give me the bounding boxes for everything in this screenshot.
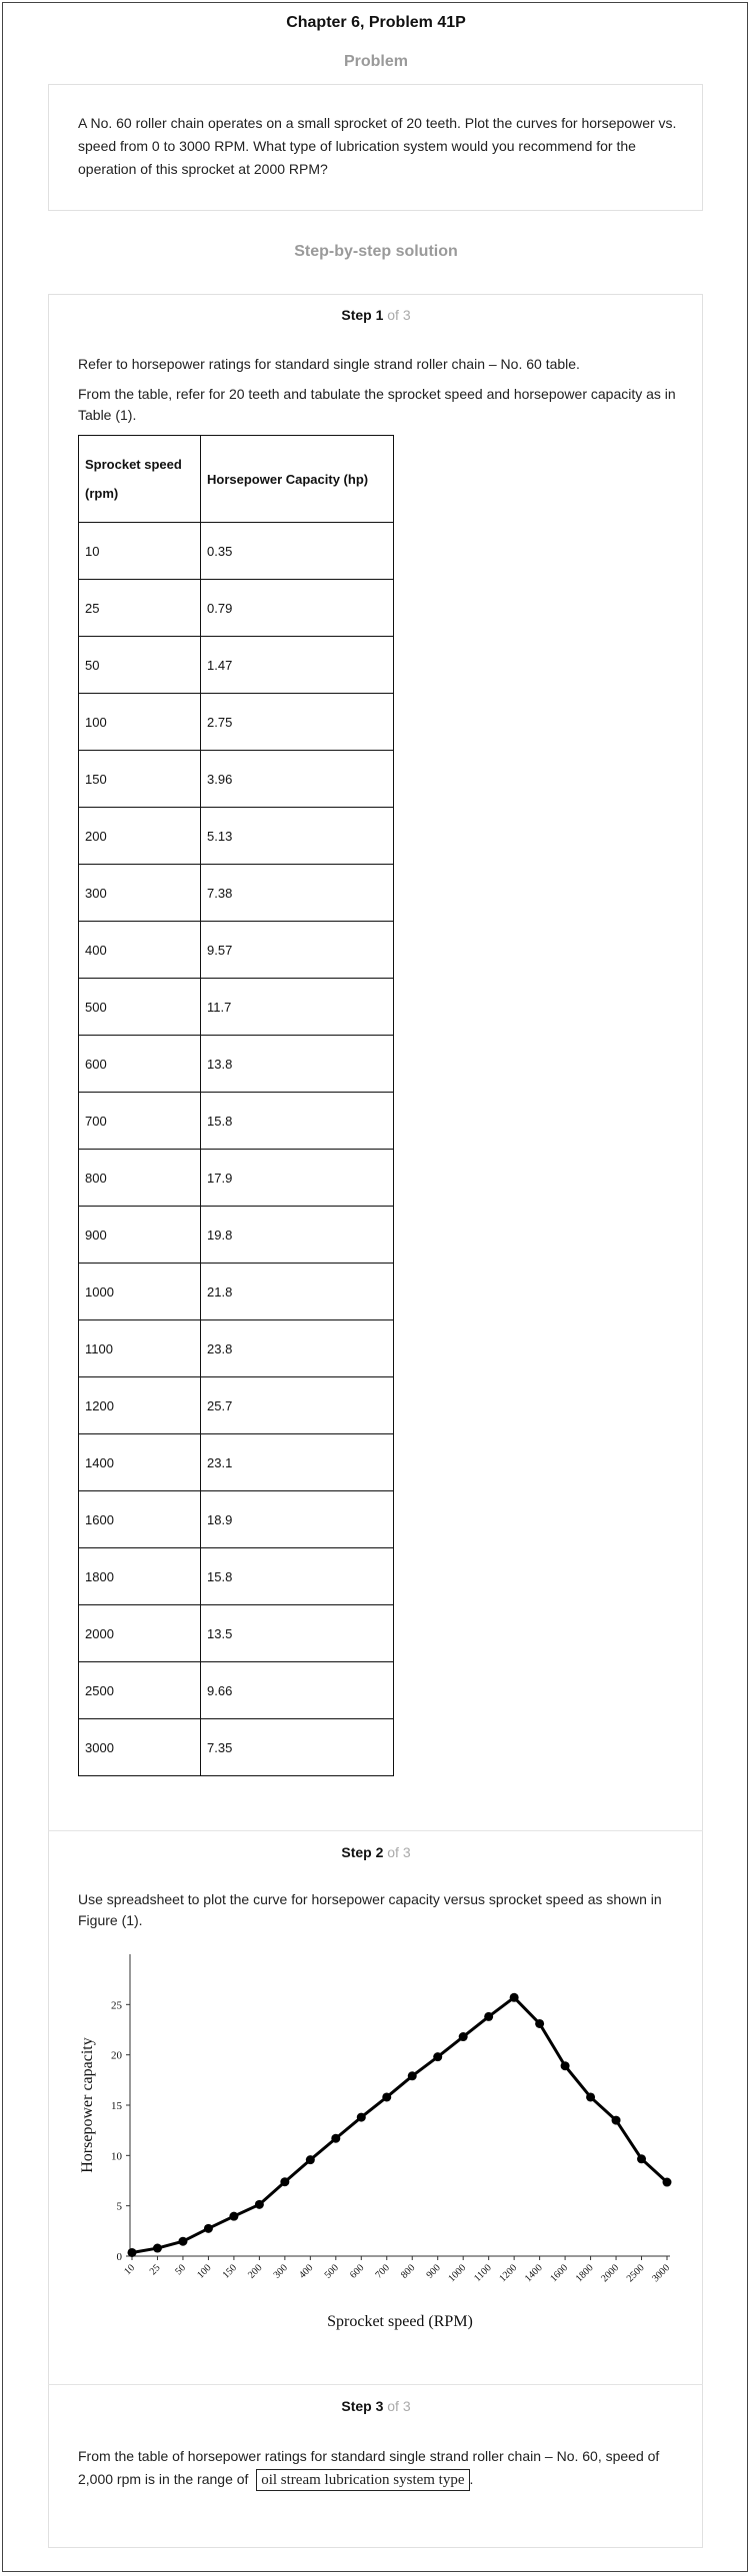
x-tick-label: 2500	[624, 2262, 647, 2285]
speed-cell: 1000	[79, 1264, 201, 1320]
step1-label: Step 1 of 3	[341, 307, 411, 323]
speed-cell: 500	[79, 979, 201, 1036]
table-header-row	[79, 436, 394, 523]
problem-text: A No. 60 roller chain operates on a small sprocket of 20 teeth. Plot the curves for horsepower vs. speed from 0 to 3000 RPM. What type of lubrication system would you recommend for the operation of this sprocket at 2000 RPM?	[78, 115, 677, 177]
speed-cell: 25	[79, 580, 201, 637]
hp-cell: 9.57	[201, 922, 394, 979]
speed-cell: 150	[79, 751, 201, 808]
chart-axes	[130, 1954, 670, 2256]
speed-cell: 900	[79, 1207, 201, 1264]
step3-text-end: .	[469, 2471, 474, 2487]
x-tick-label: 200	[246, 2262, 265, 2281]
table-header-hp: Horsepower Capacity (hp)	[201, 436, 394, 523]
data-point	[280, 2177, 289, 2186]
x-tick-label: 300	[271, 2262, 290, 2281]
table-header-speed: Sprocket speed (rpm)	[79, 436, 201, 523]
x-tick-label: 50	[173, 2262, 189, 2278]
page-title: Chapter 6, Problem 41P	[286, 14, 466, 31]
speed-cell: 300	[79, 865, 201, 922]
hp-cell: 7.35	[201, 1719, 394, 1776]
x-axis-ticks	[122, 2256, 672, 2284]
x-tick-label: 500	[322, 2262, 341, 2281]
hp-cell: 0.79	[201, 580, 394, 637]
table-row	[79, 1434, 394, 1491]
speed-cell: 2000	[79, 1605, 201, 1662]
table-row	[79, 808, 394, 865]
x-axis-label: Sprocket speed (RPM)	[327, 2313, 473, 2330]
speed-cell: 400	[79, 922, 201, 979]
table-row	[79, 1093, 394, 1150]
data-point	[306, 2155, 315, 2164]
speed-cell: 1200	[79, 1377, 201, 1434]
data-point	[459, 2032, 468, 2041]
data-point	[663, 2178, 672, 2187]
hp-cell: 13.5	[201, 1605, 394, 1662]
table-row	[79, 1719, 394, 1776]
problem-heading: Problem	[343, 53, 408, 70]
table-row	[79, 751, 394, 808]
table-body	[79, 523, 394, 1776]
step2-label: Step 2 of 3	[341, 1844, 411, 1860]
speed-cell: 100	[79, 694, 201, 751]
x-tick-label: 1800	[573, 2262, 596, 2285]
hp-cell: 7.38	[201, 865, 394, 922]
step1-paragraph-2: From the table, refer for 20 teeth and tabulate the sprocket speed and horsepower capacity as in Table (1).	[78, 386, 676, 423]
x-tick-label: 900	[424, 2262, 443, 2281]
step3-text: From the table of horsepower ratings for standard single strand roller chain – No. 60, speed of 2,000 rpm is in the range of	[78, 2448, 660, 2487]
hp-cell: 15.8	[201, 1548, 394, 1605]
table-row	[79, 979, 394, 1036]
hp-cell: 15.8	[201, 1093, 394, 1150]
x-tick-label: 1000	[446, 2262, 469, 2285]
speed-cell: 1800	[79, 1548, 201, 1605]
data-point	[229, 2212, 238, 2221]
data-point	[382, 2092, 391, 2101]
hp-cell: 0.35	[201, 523, 394, 580]
chart-series	[128, 1993, 672, 2257]
speed-cell: 600	[79, 1036, 201, 1093]
table-row	[79, 694, 394, 751]
speed-cell: 700	[79, 1093, 201, 1150]
hp-cell: 23.8	[201, 1320, 394, 1377]
x-tick-label: 400	[297, 2262, 316, 2281]
data-point	[586, 2092, 595, 2101]
speed-cell: 1400	[79, 1434, 201, 1491]
data-point	[128, 2248, 137, 2257]
x-tick-label: 800	[398, 2262, 418, 2281]
data-point	[357, 2113, 366, 2122]
table-row	[79, 637, 394, 694]
speed-cell: 800	[79, 1150, 201, 1207]
hp-cell: 25.7	[201, 1377, 394, 1434]
step3-label: Step 3 of 3	[341, 2398, 411, 2414]
hp-cell: 19.8	[201, 1207, 394, 1264]
hp-cell: 5.13	[201, 808, 394, 865]
hp-cell: 2.75	[201, 694, 394, 751]
speed-cell: 1100	[79, 1320, 201, 1377]
data-point	[484, 2012, 493, 2021]
hp-cell: 18.9	[201, 1491, 394, 1548]
table-row	[79, 922, 394, 979]
table-row	[79, 1264, 394, 1320]
x-tick-label: 1600	[548, 2262, 571, 2285]
step-divider	[48, 2384, 703, 2385]
table-row	[79, 523, 394, 580]
hp-cell: 1.47	[201, 637, 394, 694]
table-row	[79, 1491, 394, 1548]
y-axis-label: Horsepower capacity	[79, 2037, 96, 2173]
data-point	[153, 2244, 162, 2253]
data-point	[433, 2052, 442, 2061]
answer-box: oil stream lubrication system type	[256, 2469, 469, 2491]
x-tick-label: 1200	[497, 2262, 520, 2285]
step3-paragraph	[78, 2445, 678, 2491]
hp-cell: 17.9	[201, 1150, 394, 1207]
horsepower-table	[78, 435, 394, 1776]
data-point	[510, 1993, 519, 2002]
data-point	[612, 2116, 621, 2125]
series-line	[132, 1997, 667, 2252]
x-tick-label: 1400	[522, 2262, 545, 2285]
speed-cell: 1600	[79, 1491, 201, 1548]
hp-cell: 21.8	[201, 1264, 394, 1320]
y-tick-label: 10	[111, 2150, 122, 2163]
x-tick-label: 700	[373, 2262, 392, 2281]
table-row	[79, 1662, 394, 1719]
hp-cell: 9.66	[201, 1662, 394, 1719]
speed-cell: 200	[79, 808, 201, 865]
data-point	[408, 2071, 417, 2080]
x-tick-label: 3000	[650, 2262, 673, 2285]
x-tick-label: 100	[195, 2262, 214, 2281]
table-row	[79, 1150, 394, 1207]
x-tick-label: 600	[348, 2262, 367, 2281]
x-tick-label: 25	[147, 2262, 163, 2278]
hp-cell: 11.7	[201, 979, 394, 1036]
speed-cell: 3000	[79, 1719, 201, 1776]
table-row	[79, 580, 394, 637]
data-point	[637, 2154, 646, 2163]
table-row	[79, 1207, 394, 1264]
y-tick-label: 20	[111, 2049, 122, 2062]
speed-cell: 10	[79, 523, 201, 580]
y-tick-label: 5	[116, 2200, 122, 2213]
step1-paragraph-1: Refer to horsepower ratings for standard single strand roller chain – No. 60 table.	[78, 356, 580, 372]
table-row	[79, 1377, 394, 1434]
data-point	[178, 2237, 187, 2246]
data-point	[561, 2061, 570, 2070]
data-point	[535, 2019, 544, 2028]
hp-cell: 3.96	[201, 751, 394, 808]
y-tick-label: 0	[116, 2251, 122, 2263]
y-tick-label: 15	[111, 2100, 122, 2112]
horsepower-chart	[70, 1934, 690, 2334]
step-divider	[48, 1830, 703, 1831]
data-point	[255, 2200, 264, 2209]
table-row	[79, 1548, 394, 1605]
table-row	[79, 1036, 394, 1093]
x-tick-label: 150	[220, 2262, 240, 2281]
table-row	[79, 865, 394, 922]
data-point	[331, 2134, 340, 2143]
hp-cell: 23.1	[201, 1434, 394, 1491]
y-axis-ticks	[111, 1999, 130, 2263]
step2-paragraph: Use spreadsheet to plot the curve for horsepower capacity versus sprocket speed as shown in Figure (1).	[78, 1891, 662, 1928]
x-tick-label: 10	[122, 2262, 138, 2278]
x-tick-label: 1100	[472, 2262, 494, 2285]
speed-cell: 2500	[79, 1662, 201, 1719]
table-row	[79, 1320, 394, 1377]
x-tick-label: 2000	[599, 2262, 622, 2285]
table-row	[79, 1605, 394, 1662]
data-point	[204, 2224, 213, 2233]
y-tick-label: 25	[111, 1999, 122, 2012]
speed-cell: 50	[79, 637, 201, 694]
hp-cell: 13.8	[201, 1036, 394, 1093]
solution-heading: Step-by-step solution	[294, 243, 458, 260]
